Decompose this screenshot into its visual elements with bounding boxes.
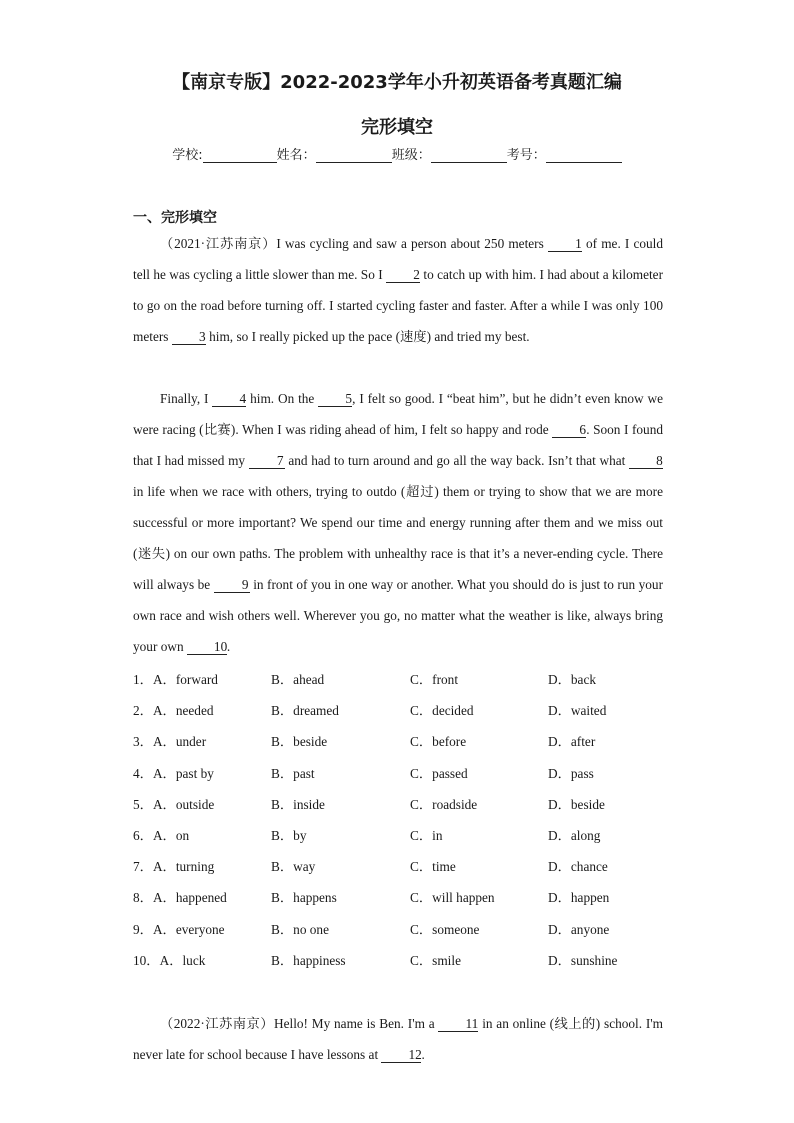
option-9-d[interactable]: D．anyone bbox=[548, 921, 610, 937]
option-1-d[interactable]: D．back bbox=[548, 672, 596, 687]
passage-text: . bbox=[226, 639, 231, 654]
option-7-d[interactable]: D．chance bbox=[548, 859, 608, 875]
option-5-d[interactable]: D．beside bbox=[548, 796, 605, 812]
blank-5[interactable]: 5 bbox=[318, 391, 352, 407]
option-3-a[interactable]: 3．A．under bbox=[133, 734, 207, 750]
blank-9[interactable]: 9 bbox=[214, 577, 250, 593]
option-3-d[interactable]: D．after bbox=[548, 734, 596, 750]
passage-text: him, so I really picked up the pace (速度) and tried my best. bbox=[205, 329, 530, 344]
option-4-c[interactable]: C．passed bbox=[410, 765, 468, 781]
option-9-b[interactable]: B．no one bbox=[271, 921, 329, 937]
page-title: 【南京专版】2022-2023学年小升初英语备考真题汇编 bbox=[172, 72, 622, 93]
name-label: 姓名： bbox=[276, 148, 316, 163]
option-1-a[interactable]: 1．A．forward bbox=[133, 672, 218, 687]
passage-text: in life when we race with others, trying to outdo (超过) them or trying to show that we are more successful or more important? We spend our time and energy running after them and we miss out (迷失) on our own paths. The problem with unhealthy race is that it’s a never-ending cycle. There will always be bbox=[133, 484, 663, 592]
blank-12[interactable]: 12 bbox=[381, 1047, 421, 1063]
options-row-5 bbox=[133, 789, 693, 820]
class-field[interactable] bbox=[431, 148, 507, 163]
blank-6[interactable]: 6 bbox=[552, 422, 586, 438]
option-7-b[interactable]: B．way bbox=[271, 859, 316, 875]
options-row-9 bbox=[133, 914, 693, 945]
blank-11[interactable]: 11 bbox=[438, 1016, 478, 1032]
option-5-b[interactable]: B．inside bbox=[271, 796, 325, 812]
exam-number-field[interactable] bbox=[546, 148, 622, 163]
passage-2 bbox=[133, 1008, 663, 1070]
passage-text: I was cycling and saw a person about 250 meters bbox=[276, 236, 548, 251]
page-subtitle: 完形填空 bbox=[361, 117, 433, 138]
option-3-c[interactable]: C．before bbox=[410, 734, 467, 750]
student-info-line bbox=[0, 144, 794, 163]
option-7-c[interactable]: C．time bbox=[410, 859, 456, 875]
options-row-8 bbox=[133, 882, 693, 913]
passage-text: him. On the bbox=[246, 391, 319, 406]
passage-1-para-1 bbox=[133, 228, 663, 352]
options-row-3 bbox=[133, 726, 693, 757]
blank-2[interactable]: 2 bbox=[386, 267, 420, 283]
option-5-a[interactable]: 5．A．outside bbox=[133, 796, 215, 812]
class-label: 班级： bbox=[391, 148, 431, 163]
option-8-c[interactable]: C．will happen bbox=[410, 890, 495, 906]
passage-text: Hello! My name is Ben. I'm a bbox=[274, 1016, 439, 1031]
option-10-d[interactable]: D．sunshine bbox=[548, 952, 618, 968]
options-row-7 bbox=[133, 851, 693, 882]
passage-text: , I felt so good. I “beat him”, but he didn’t even know we were racing (比赛). When I was riding ahead of him, I felt so happy and rode bbox=[133, 391, 664, 437]
passage-1-source: （2021·江苏南京） bbox=[160, 236, 277, 251]
options-row-2 bbox=[133, 695, 693, 726]
option-2-a[interactable]: 2．A．needed bbox=[133, 703, 214, 719]
options-row-6 bbox=[133, 820, 693, 851]
passage-text: . Soon I found that I had missed my bbox=[133, 422, 663, 468]
passage-text: and had to turn around and go all the way back. Isn’t that what bbox=[284, 453, 629, 468]
option-10-b[interactable]: B．happiness bbox=[271, 952, 346, 968]
exam-number-label: 考号： bbox=[506, 148, 546, 163]
blank-4[interactable]: 4 bbox=[212, 391, 246, 407]
option-3-b[interactable]: B．beside bbox=[271, 734, 328, 750]
option-9-c[interactable]: C．someone bbox=[410, 921, 480, 937]
passage-text: in an online (线上的) school. I'm never late for school because I have lessons at bbox=[133, 1016, 664, 1062]
option-4-d[interactable]: D．pass bbox=[548, 765, 594, 781]
option-9-a[interactable]: 9．A．everyone bbox=[133, 921, 225, 937]
passage-text: . bbox=[421, 1047, 425, 1062]
school-field[interactable] bbox=[203, 148, 277, 163]
option-2-c[interactable]: C．decided bbox=[410, 703, 474, 719]
options-row-1 bbox=[133, 664, 693, 695]
option-2-b[interactable]: B．dreamed bbox=[271, 703, 339, 719]
option-5-c[interactable]: C．roadside bbox=[410, 796, 478, 812]
option-8-b[interactable]: B．happens bbox=[271, 890, 337, 906]
blank-10[interactable]: 10 bbox=[187, 639, 227, 655]
option-4-a[interactable]: 4．A．past by bbox=[133, 765, 214, 781]
option-8-a[interactable]: 8．A．happened bbox=[133, 890, 227, 906]
option-1-b[interactable]: B．ahead bbox=[271, 672, 325, 687]
option-7-a[interactable]: 7．A．turning bbox=[133, 859, 215, 875]
options-row-4 bbox=[133, 758, 693, 789]
passage-text: of me. I could tell he was cycling a little slower than me. So I bbox=[133, 236, 663, 282]
option-6-c[interactable]: C．in bbox=[410, 827, 443, 843]
passage-text: Finally, I bbox=[160, 391, 213, 406]
blank-7[interactable]: 7 bbox=[249, 453, 285, 469]
passage-2-source: （2022·江苏南京） bbox=[160, 1016, 275, 1031]
option-8-d[interactable]: D．happen bbox=[548, 890, 610, 906]
passage-text: to catch up with him. I had about a kilometer to go on the road before turning off. I started cycling faster and faster. After a while I was only 100 meters bbox=[133, 267, 664, 344]
option-1-c[interactable]: C．front bbox=[410, 672, 459, 687]
option-10-a[interactable]: 10．A．luck bbox=[133, 952, 206, 968]
options-list bbox=[133, 664, 693, 976]
blank-8[interactable]: 8 bbox=[629, 453, 663, 469]
option-6-d[interactable]: D．along bbox=[548, 827, 601, 843]
option-6-a[interactable]: 6．A．on bbox=[133, 827, 190, 843]
blank-3[interactable]: 3 bbox=[172, 329, 206, 345]
name-field[interactable] bbox=[316, 148, 392, 163]
passage-text: in front of you in one way or another. What you should do is just to run your own race and wish others well. Wherever you go, no matter what the weather is like, always bring your own bbox=[133, 577, 664, 654]
blank-1[interactable]: 1 bbox=[548, 236, 582, 252]
section-heading: 一、完形填空 bbox=[133, 210, 217, 226]
passage-1-para-2 bbox=[133, 383, 663, 662]
option-2-d[interactable]: D．waited bbox=[548, 703, 607, 719]
option-10-c[interactable]: C．smile bbox=[410, 952, 461, 968]
option-6-b[interactable]: B．by bbox=[271, 827, 307, 843]
option-4-b[interactable]: B．past bbox=[271, 765, 315, 781]
school-label: 学校: bbox=[172, 148, 203, 163]
options-row-10 bbox=[133, 945, 693, 976]
